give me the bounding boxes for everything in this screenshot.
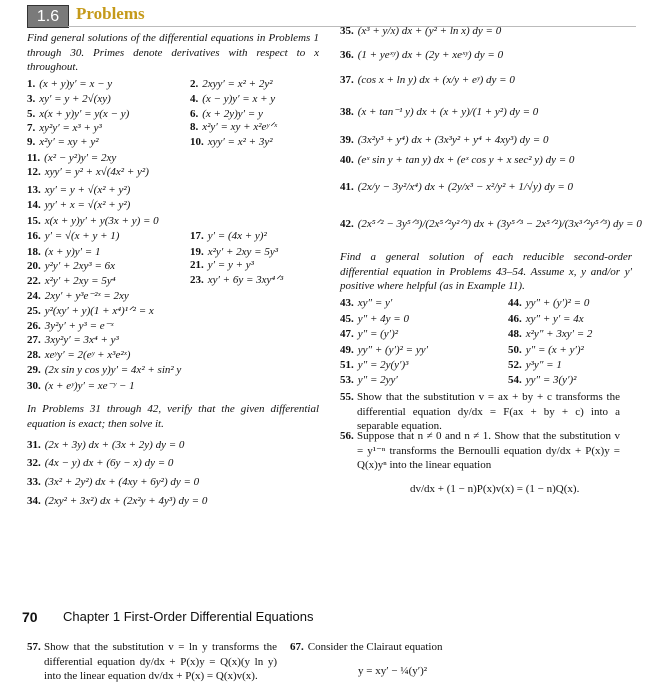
problem-number: 7. [27, 122, 36, 134]
problem-number: 10. [190, 136, 204, 148]
problem-number: 19. [190, 246, 204, 258]
problem-item [27, 152, 116, 165]
problem-number: 23. [190, 274, 204, 286]
problem-equation: x²y′ + 2xy = 5y³ [207, 246, 279, 258]
problem-item [340, 218, 642, 231]
problem-item [27, 439, 184, 452]
problem-equation: (2x⁵ᐟ² − 3y⁵ᐟ³)/(2x⁵ᐟ²y²ᐟ³) dx + (3y⁵ᐟ³ − 2x⁵ᐟ²)/(3x³ᐟ²y⁵ᐟ³) dy = 0 [357, 218, 642, 230]
problem-item [27, 122, 102, 135]
instructions-43-54: Find a general solution of each reducible second-order differential equation in Problems 43–54. Assume x, y and/or y′ positive where helpful (as in Example 11). [340, 251, 632, 292]
problem-equation: y′ = √(x + y + 1) [44, 230, 120, 242]
instructions-1-30: Find general solutions of the differential equations in Problems 1 through 30. Primes denote derivatives with respect to x throughout. [27, 32, 319, 73]
problem-item [508, 297, 589, 310]
problem-number: 49. [340, 344, 354, 356]
problem-item [27, 364, 181, 377]
problem-number: 42. [340, 218, 354, 230]
problem-equation: (3x²y³ + y⁴) dx + (3x³y² + y⁴ + 4xy³) dy = 0 [357, 134, 549, 146]
problem-equation: (x + y)y′ = x − y [39, 78, 113, 90]
problem-equation: xy′ = y + 2√(xy) [39, 93, 111, 105]
problem-number: 29. [27, 364, 41, 376]
problem-equation: y″ + 4y = 0 [357, 313, 409, 325]
problem-number: 11. [27, 152, 41, 164]
problem-number: 4. [190, 93, 199, 105]
problem-item [190, 259, 254, 272]
problem-item [340, 297, 392, 310]
problem-67 [290, 641, 442, 654]
problem-equation: x(x + y)y′ = y(x − y) [39, 108, 130, 120]
problem-number: 32. [27, 457, 41, 469]
problem-equation: y′ = y + y³ [207, 259, 254, 271]
section-number: 1.6 [27, 5, 69, 28]
problem-number: 8. [190, 121, 199, 133]
problem-item [27, 476, 199, 489]
problem-equation: xy′ = y + √(x² + y²) [44, 184, 131, 196]
problem-item [190, 108, 263, 121]
problem-number: 22. [27, 275, 41, 287]
problem-equation: yy′ + x = √(x² + y²) [44, 199, 131, 211]
problem-equation: 2xyy′ = x² + 2y² [202, 78, 273, 90]
problem-item [340, 25, 501, 38]
problem-item [27, 184, 130, 197]
problem-item [27, 108, 129, 121]
problem-item [340, 359, 408, 372]
problem-item [27, 457, 173, 470]
problem-number: 34. [27, 495, 41, 507]
problem-item [508, 313, 584, 326]
problem-item [27, 199, 130, 212]
problem-equation: xy²y′ = x³ + y³ [39, 122, 102, 134]
problem-text: Show that the substitution v = ln y transforms the differential equation dy/dx + P(x)y = Q(x)(y ln y) into the linear equation dv/dx + P(x) = Q(x)v(x). [44, 641, 277, 682]
problem-equation: xy″ + y′ = 4x [525, 313, 584, 325]
problem-equation: y″ = (y′)² [357, 328, 399, 340]
problem-item [27, 349, 130, 362]
problem-number: 6. [190, 108, 199, 120]
problem-item [190, 121, 277, 134]
problem-equation: (2xy² + 3x²) dx + (2x²y + 4y³) dy = 0 [44, 495, 208, 507]
problem-item [340, 154, 574, 167]
problem-equation: (cos x + ln y) dx + (x/y + eʸ) dy = 0 [357, 74, 515, 86]
problem-item [27, 93, 111, 106]
problem-item [508, 328, 592, 341]
problem-number: 12. [27, 166, 41, 178]
problem-number: 48. [508, 328, 522, 340]
problem-equation: x(x + y)y′ + y(3x + y) = 0 [44, 215, 159, 227]
problem-item [27, 290, 129, 303]
problem-equation: xy″ = y′ [357, 297, 393, 309]
problem-item [27, 246, 100, 259]
problem-equation: (2x + 3y) dx + (3x + 2y) dy = 0 [44, 439, 185, 451]
section-title: Problems [76, 4, 145, 23]
problem-item [27, 136, 99, 149]
problem-number: 36. [340, 49, 354, 61]
problem-equation: 2xy′ + y³e⁻²ˣ = 2xy [44, 290, 129, 302]
problem-item [340, 134, 548, 147]
problem-item [190, 78, 273, 91]
problem-number: 55. [340, 391, 354, 403]
problem-equation: (3x² + 2y²) dx + (4xy + 6y²) dy = 0 [44, 476, 200, 488]
problem-text: Suppose that n ≠ 0 and n ≠ 1. Show that the substitution v = y¹⁻ⁿ transforms the Bernoulli equation dy/dx + P(x)y = Q(x)yⁿ into the linear equation [357, 430, 620, 471]
problem-item [190, 230, 267, 243]
problem-item [27, 166, 149, 179]
problem-number: 38. [340, 106, 354, 118]
problem-number: 50. [508, 344, 522, 356]
problem-item [340, 328, 398, 341]
problem-item [340, 313, 409, 326]
instructions-31-42: In Problems 31 through 42, verify that the given differential equation is exact; then solve it. [27, 403, 319, 430]
problem-number: 13. [27, 184, 41, 196]
problem-number: 28. [27, 349, 41, 361]
page-number: 70 [22, 609, 38, 625]
problem-item [190, 246, 278, 259]
problem-item [27, 305, 154, 318]
problem-item [27, 260, 115, 273]
problem-equation: (2x/y − 3y²/x⁴) dx + (2y/x³ − x²/y² + 1/√y) dy = 0 [357, 181, 574, 193]
problem-equation: (x − y)y′ = x + y [202, 93, 276, 105]
problem-item [190, 136, 273, 149]
problem-number: 53. [340, 374, 354, 386]
problem-equation: xy′ + 6y = 3xy⁴ᐟ³ [207, 274, 284, 286]
problem-number: 46. [508, 313, 522, 325]
problem-equation: (2x sin y cos y)y′ = 4x² + sin² y [44, 364, 182, 376]
problem-item [340, 74, 515, 87]
problem-item [508, 359, 562, 372]
problem-item [27, 380, 135, 393]
problem-item [190, 93, 275, 106]
problem-number: 15. [27, 215, 41, 227]
problem-number: 16. [27, 230, 41, 242]
problem-equation: (x + eʸ)y′ = xe⁻ʸ − 1 [44, 380, 135, 392]
problem-equation: x²y′ = xy + x²eʸᐟˣ [202, 121, 277, 133]
problem-number: 67. [290, 641, 304, 653]
problem-number: 54. [508, 374, 522, 386]
problem-equation: 3y²y′ + y³ = e⁻ˣ [44, 320, 114, 332]
problem-equation: yy″ = 3(y′)² [525, 374, 577, 386]
linear-equation-formula: dv/dx + (1 − n)P(x)v(x) = (1 − n)Q(x). [410, 483, 580, 495]
problem-55 [340, 390, 620, 434]
problem-item [340, 106, 538, 119]
problem-equation: (1 + yeˣʸ) dx + (2y + xeˣʸ) dy = 0 [357, 49, 504, 61]
problem-equation: y″ = 2yy′ [357, 374, 398, 386]
problem-number: 33. [27, 476, 41, 488]
problem-number: 27. [27, 334, 41, 346]
problem-equation: x²y′ = xy + y² [39, 136, 99, 148]
problem-number: 1. [27, 78, 36, 90]
problem-equation: yy″ + (y′)² = yy′ [357, 344, 429, 356]
problem-number: 24. [27, 290, 41, 302]
problem-number: 43. [340, 297, 354, 309]
chapter-title: Chapter 1 First-Order Differential Equations [63, 609, 314, 624]
problem-item [340, 181, 573, 194]
problem-item [27, 275, 116, 288]
problem-number: 35. [340, 25, 354, 37]
problem-number: 18. [27, 246, 41, 258]
problem-equation: y′ = (4x + y)² [207, 230, 267, 242]
problem-equation: 3xy²y′ = 3x⁴ + y³ [44, 334, 119, 346]
problem-number: 41. [340, 181, 354, 193]
problem-57 [27, 640, 277, 684]
problem-equation: (x + y)y′ = 1 [44, 246, 101, 258]
problem-number: 44. [508, 297, 522, 309]
problem-equation: (4x − y) dx + (6y − x) dy = 0 [44, 457, 174, 469]
problem-equation: xyy′ = y² + x√(4x² + y²) [44, 166, 149, 178]
problem-item [190, 274, 283, 287]
problem-item [508, 374, 576, 387]
problem-item [27, 320, 114, 333]
problem-number: 47. [340, 328, 354, 340]
problem-number: 56. [340, 430, 354, 442]
problem-number: 39. [340, 134, 354, 146]
problem-equation: (eˣ sin y + tan y) dx + (eˣ cos y + x sec² y) dy = 0 [357, 154, 575, 166]
problem-equation: xeʸy′ = 2(eʸ + x³e²ˣ) [44, 349, 131, 361]
problem-number: 21. [190, 259, 204, 271]
problem-text: Consider the Clairaut equation [307, 641, 443, 653]
problem-equation: y″ = (x + y′)² [525, 344, 584, 356]
problem-number: 31. [27, 439, 41, 451]
problem-equation: (x + tan⁻¹ y) dx + (x + y)/(1 + y²) dy = 0 [357, 106, 539, 118]
problem-item [27, 78, 112, 91]
problem-number: 2. [190, 78, 199, 90]
problem-number: 26. [27, 320, 41, 332]
problem-item [340, 344, 428, 357]
problem-number: 5. [27, 108, 36, 120]
problem-equation: y²(xy′ + y)(1 + x⁴)¹ᐟ² = x [44, 305, 154, 317]
problem-item [340, 374, 398, 387]
problem-number: 37. [340, 74, 354, 86]
problem-number: 40. [340, 154, 354, 166]
problem-equation: y³y″ = 1 [525, 359, 562, 371]
problem-equation: x²y″ + 3xy′ = 2 [525, 328, 593, 340]
problem-equation: (x + 2y)y′ = y [202, 108, 263, 120]
problem-item [508, 344, 584, 357]
problem-number: 57. [27, 641, 41, 653]
problem-number: 14. [27, 199, 41, 211]
problem-equation: (x³ + y/x) dx + (y² + ln x) dy = 0 [357, 25, 502, 37]
problem-equation: xyy′ = x² + 3y² [207, 136, 273, 148]
problem-item [27, 495, 207, 508]
problem-number: 30. [27, 380, 41, 392]
problem-equation: yy″ + (y′)² = 0 [525, 297, 590, 309]
problem-56 [340, 429, 620, 473]
problem-equation: x²y′ + 2xy = 5y⁴ [44, 275, 116, 287]
problem-equation: (x² − y²)y′ = 2xy [44, 152, 117, 164]
problem-number: 17. [190, 230, 204, 242]
problem-number: 3. [27, 93, 36, 105]
problem-item [27, 215, 159, 228]
problem-number: 25. [27, 305, 41, 317]
problem-number: 20. [27, 260, 41, 272]
problem-item [340, 49, 503, 62]
problem-number: 52. [508, 359, 522, 371]
clairaut-formula: y = xy′ − ¼(y′)² [358, 665, 428, 677]
problem-item [27, 230, 119, 243]
problem-number: 51. [340, 359, 354, 371]
problem-item [27, 334, 119, 347]
problem-number: 45. [340, 313, 354, 325]
problem-number: 9. [27, 136, 36, 148]
problem-text: Show that the substitution v = ax + by + c transforms the differential equation dy/dx = F(ax + by + c) into a separable equation. [357, 391, 620, 432]
problem-equation: y″ = 2y(y′)³ [357, 359, 409, 371]
problem-equation: y²y′ + 2xy³ = 6x [44, 260, 116, 272]
